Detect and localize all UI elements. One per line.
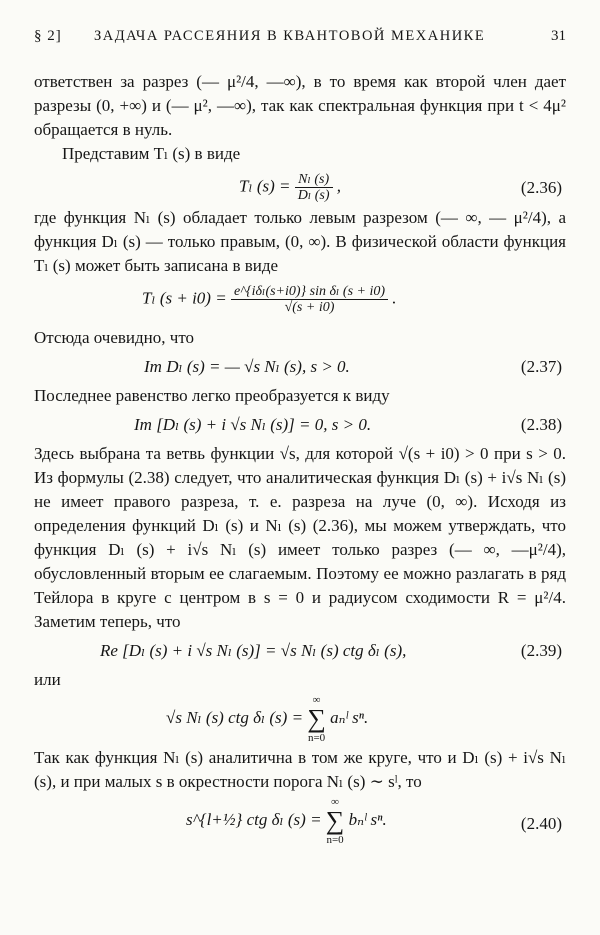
page-body [34, 70, 566, 848]
equation-2-36 [34, 166, 566, 206]
eq-body: Re [Dₗ (s) + i √s Nₗ (s)] = √s Nₗ (s) ctg δₗ (s), [100, 641, 407, 660]
equation-2-39 [34, 634, 566, 668]
equation-T-boundary [34, 278, 566, 326]
paragraph-7: или [34, 670, 61, 689]
sum-upper-limit: ∞ [331, 796, 339, 808]
page-number: 31 [551, 28, 566, 44]
eq-numerator: Nₗ (s) [295, 172, 333, 188]
eq-lhs: Tₗ (s + i0) = [142, 288, 227, 308]
equation-number: (2.38) [520, 415, 562, 434]
eq-lhs: √s Nₗ (s) ctg δₗ (s) = [166, 707, 304, 727]
paragraph-1: ответствен за разрез (— μ²/4, —∞), в то время как второй член дает разрезы (0, +∞) и (— μ², —∞), так как спектральная функция при t < 4μ² обращается в нуль. [34, 72, 566, 139]
equation-2-40 [34, 794, 566, 848]
eq-lhs: Tₗ (s) = [239, 176, 291, 196]
paragraph-3: где функция Nₗ (s) обладает только левым разрезом (— ∞, — μ²/4), а функция Dₗ (s) — только правым, (0, ∞). В физической области функция Tₗ (s) может быть записана в виде [34, 208, 566, 275]
sum-lower-limit: n=0 [326, 834, 344, 846]
summation-sign: ∞ ∑ n=0 [325, 796, 345, 846]
eq-denominator: √(s + i0) [284, 300, 335, 315]
sum-lower-limit: n=0 [307, 732, 326, 744]
equation-number: (2.39) [520, 641, 562, 660]
eq-tail: , [336, 176, 342, 196]
equation-number: (2.36) [520, 178, 562, 197]
eq-denominator: Dₗ (s) [297, 188, 330, 203]
paragraph-6: Здесь выбрана та ветвь функции √s, для которой √(s + i0) > 0 при s > 0. Из формулы (2.38) следует, что аналитическая функция Dₗ (s) + i√s Nₗ (s) не имеет правого разреза, т. е. разреза на луче (0, ∞). Исходя из определения функций Dₗ (s) и Nₗ (s) (2.36), мы можем утверждать, что функция Dₗ (s) + i√s Nₗ (s) имеет только разрез (— ∞, —μ²/4), обусловленный вторым ее слагаемым. Поэтому ее можно разлагать в ряд Тейлора в круге с центром в s = 0 и радиусом сходимости R = μ²/4. Заметим теперь, что [34, 444, 566, 631]
paragraph-2: Представим Tₗ (s) в виде [62, 144, 241, 163]
equation-2-37 [34, 350, 566, 384]
equation-number: (2.37) [520, 357, 562, 376]
section-marker: § 2] [34, 28, 62, 44]
eq-lhs: s^{l+½} ctg δₗ (s) = [186, 809, 322, 829]
equation-series-a [34, 692, 566, 746]
eq-fraction [231, 284, 388, 315]
eq-rhs: bₙˡ sⁿ. [348, 809, 387, 829]
running-title: ЗАДАЧА РАССЕЯНИЯ В КВАНТОВОЙ МЕХАНИКЕ [94, 28, 486, 44]
eq-body: Im Dₗ (s) = — √s Nₗ (s), s > 0. [144, 357, 350, 376]
paragraph-4: Отсюда очевидно, что [34, 328, 195, 347]
paragraph-5: Последнее равенство легко преобразуется к виду [34, 386, 390, 405]
eq-rhs: aₙˡ sⁿ. [330, 707, 369, 727]
eq-tail: . [392, 288, 397, 308]
eq-numerator: e^{iδₗ(s+i0)} sin δₗ (s + i0) [231, 284, 388, 300]
sum-upper-limit: ∞ [312, 694, 321, 706]
equation-2-38 [34, 408, 566, 442]
equation-number: (2.40) [520, 814, 562, 833]
page-header [34, 28, 566, 50]
summation-sign: ∞ ∑ n=0 [307, 694, 326, 744]
paragraph-8: Так как функция Nₗ (s) аналитична в том же круге, что и Dₗ (s) + i√s Nₗ (s), и при малых s в окрестности порога Nₗ (s) ∼ sˡ, то [34, 748, 566, 791]
eq-fraction [295, 172, 333, 203]
eq-body: Im [Dₗ (s) + i √s Nₗ (s)] = 0, s > 0. [134, 415, 372, 434]
